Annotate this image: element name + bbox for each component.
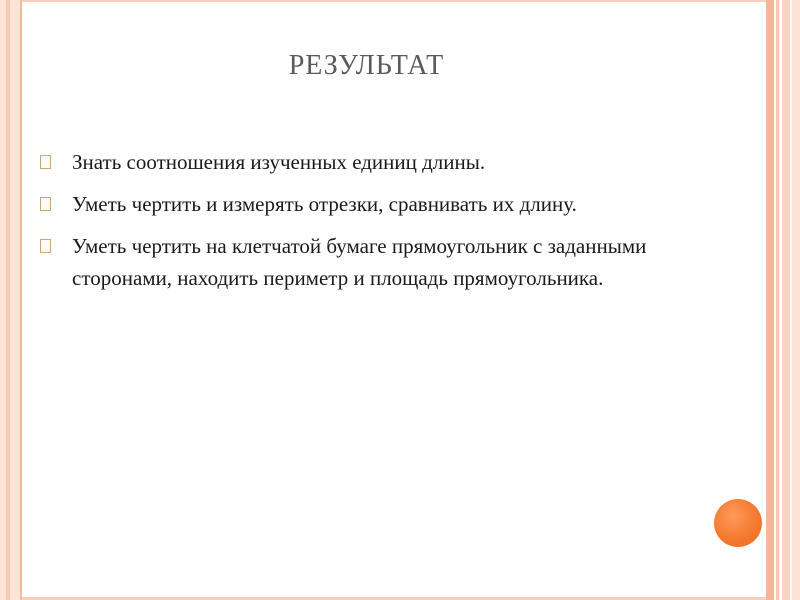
left-decorative-border <box>0 0 22 600</box>
right-decorative-stripe <box>766 0 774 600</box>
right-decorative-stripe <box>776 0 779 600</box>
square-bullet-icon <box>40 155 51 169</box>
square-bullet-icon <box>40 197 51 211</box>
list-item <box>40 188 700 220</box>
orange-circle-icon <box>714 499 762 547</box>
bullet-list <box>40 146 700 304</box>
top-border-line <box>22 0 766 2</box>
bullet-text: Знать соотношения изученных единиц длины. <box>72 150 486 174</box>
list-item <box>40 230 700 294</box>
list-item <box>40 146 700 178</box>
slide-title: РЕЗУЛЬТАТ <box>288 50 445 81</box>
square-bullet-icon <box>40 239 51 253</box>
bullet-text: Уметь чертить и измерять отрезки, сравнивать их длину. <box>72 192 577 216</box>
left-border-stripe <box>6 0 10 600</box>
bullet-text: Уметь чертить на клетчатой бумаге прямоугольник с заданными сторонами, находить периметр и площадь прямоугольника. <box>72 234 647 290</box>
right-decorative-stripe <box>792 0 800 600</box>
right-decorative-stripe <box>782 0 790 600</box>
